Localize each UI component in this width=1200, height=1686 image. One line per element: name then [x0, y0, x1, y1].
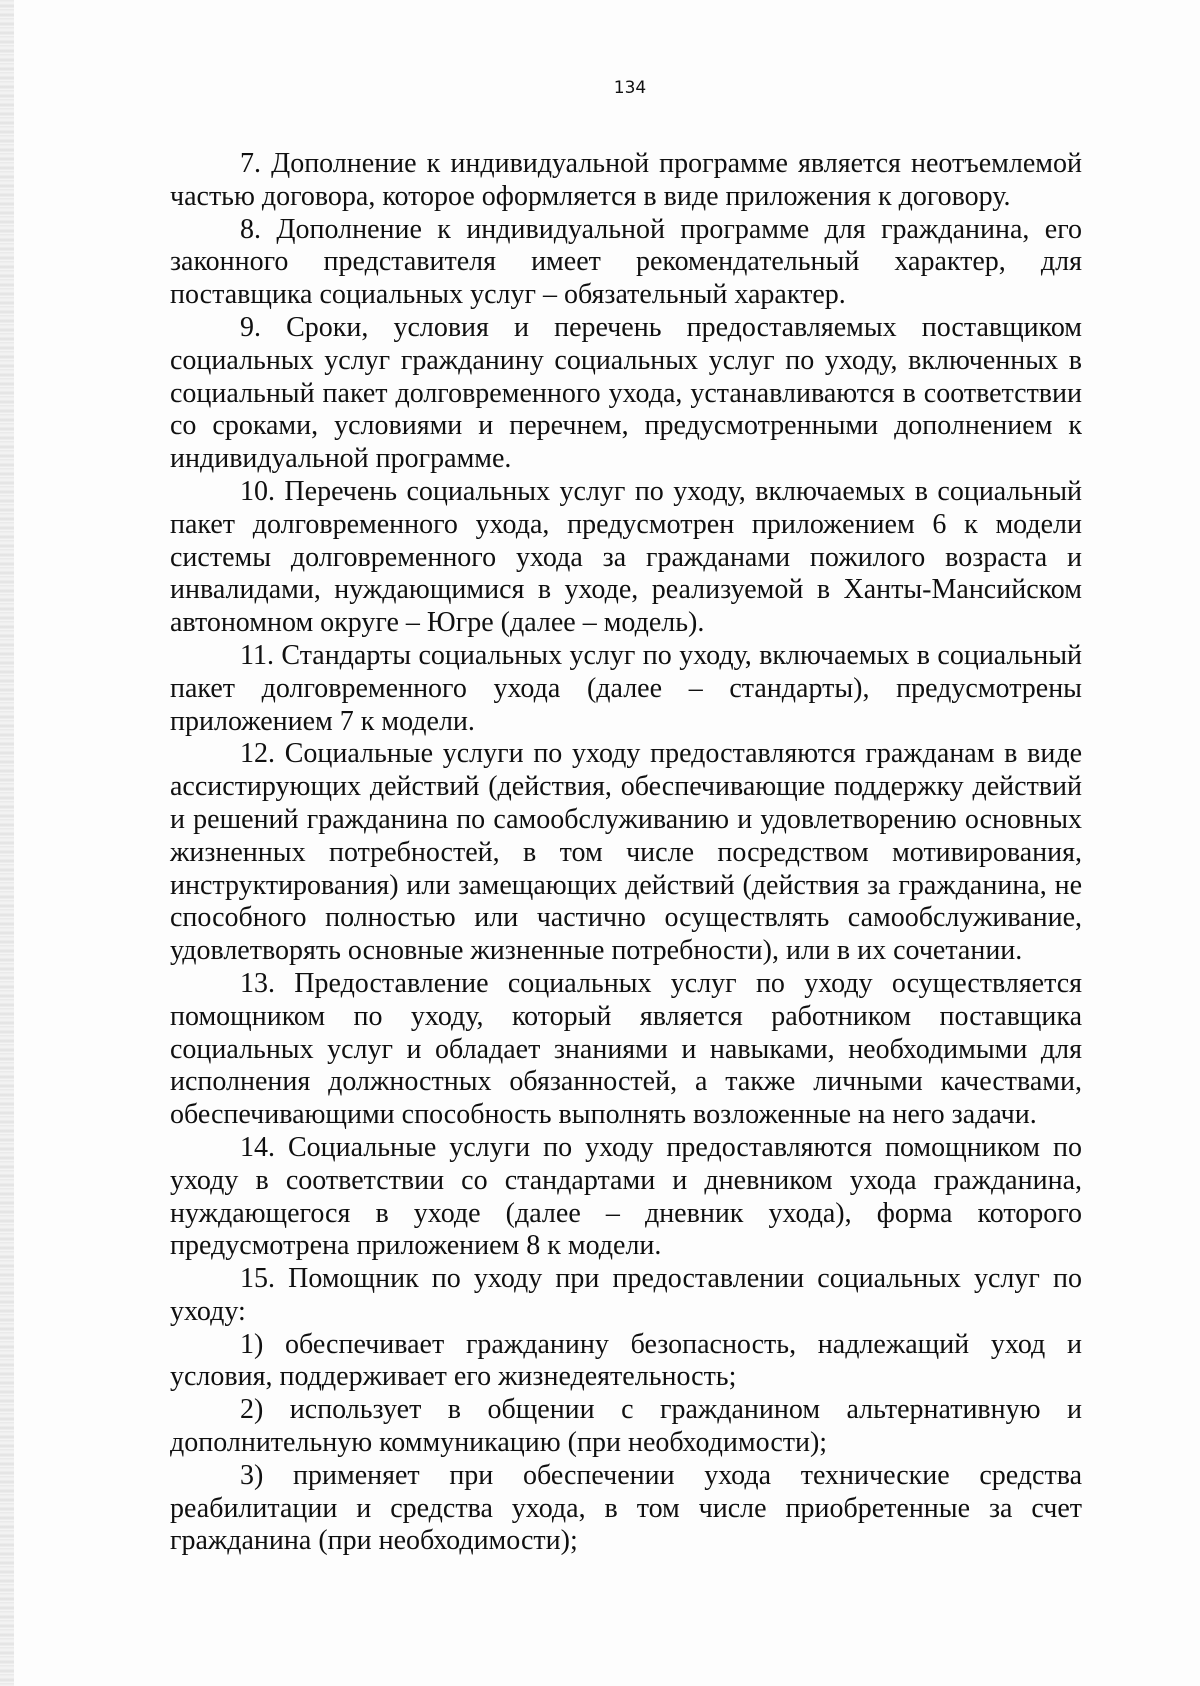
- paragraph-8: 8. Дополнение к индивидуальной программе для гражданина, его законного представителя имеет рекомендательный характер, для поставщика социальных услуг – обязательный характер.: [170, 213, 1082, 311]
- list-item-1: 1) обеспечивает гражданину безопасность, надлежащий уход и условия, поддерживает его жизнедеятельность;: [170, 1328, 1082, 1393]
- paragraph-13: 13. Предоставление социальных услуг по уходу осуществляется помощником по уходу, который является работником поставщика социальных услуг и обладает знаниями и навыками, необходимыми для исполнения должностных обязанностей, а также личными качествами, обеспечивающими способность выполнять возложенные на него задачи.: [170, 967, 1082, 1131]
- paragraph-12: 12. Социальные услуги по уходу предоставляются гражданам в виде ассистирующих действий (действия, обеспечивающие поддержку действий и решений гражданина по самообслуживанию и удовлетворению основных жизненных потребностей, в том числе посредством мотивирования, инструктирования) или замещающих действий (действия за гражданина, не способного полностью или частично осуществлять самообслуживание, удовлетворять основные жизненные потребности), или в их сочетании.: [170, 738, 1082, 967]
- paragraph-7: 7. Дополнение к индивидуальной программе является неотъемлемой частью договора, которое оформляется в виде приложения к договору.: [170, 148, 1082, 212]
- page-number: 134: [613, 78, 647, 98]
- paragraph-14: 14. Социальные услуги по уходу предоставляются помощником по уходу в соответствии со стандартами и дневником ухода гражданина, нуждающегося в уходе (далее – дневник ухода), форма которого предусмотрена приложением 8 к модели.: [170, 1131, 1082, 1262]
- list-item-3: 3) применяет при обеспечении ухода технические средства реабилитации и средства ухода, в том числе приобретенные за счет гражданина (при необходимости);: [170, 1459, 1082, 1557]
- paragraph-10: 10. Перечень социальных услуг по уходу, включаемых в социальный пакет долговременного ухода, предусмотрен приложением 6 к модели системы долговременного ухода за гражданами пожилого возраста и инвалидами, нуждающимися в уходе, реализуемой в Ханты-Мансийском автономном округе – Югре (далее – модель).: [170, 475, 1082, 639]
- scan-edge: [0, 0, 14, 1686]
- document-body: [170, 148, 1082, 1558]
- paragraph-11: 11. Стандарты социальных услуг по уходу, включаемых в социальный пакет долговременного ухода (далее – стандарты), предусмотрены приложением 7 к модели.: [170, 639, 1082, 737]
- list-item-2: 2) использует в общении с гражданином альтернативную и дополнительную коммуникацию (при необходимости);: [170, 1394, 1082, 1459]
- paragraph-9: 9. Сроки, условия и перечень предоставляемых поставщиком социальных услуг гражданину социальных услуг по уходу, включенных в социальный пакет долговременного ухода, устанавливаются в соответствии со сроками, условиями и перечнем, предусмотренными дополнением к индивидуальной программе.: [170, 311, 1082, 475]
- paragraph-15: 15. Помощник по уходу при предоставлении социальных услуг по уходу:: [170, 1263, 1082, 1327]
